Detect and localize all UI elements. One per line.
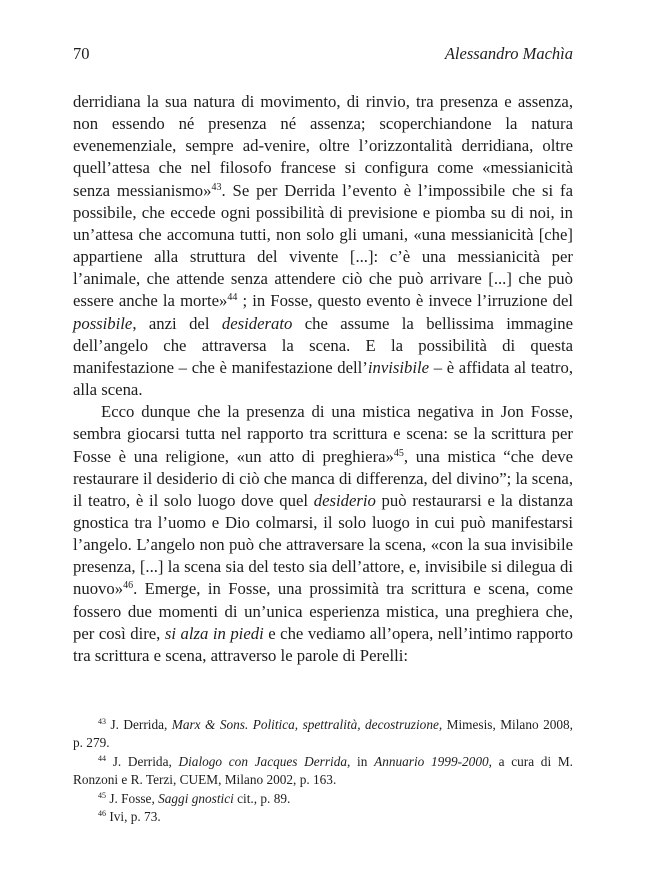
italic-text: invisibile xyxy=(367,357,430,377)
footnote-ref-45[interactable]: 45 xyxy=(393,447,404,459)
footnote-43 xyxy=(73,716,573,753)
footnote-text: Mimesis, Milano 2008, p. 279. xyxy=(73,717,574,751)
footnote-text: J. Derrida, xyxy=(106,717,172,732)
text-run: Ecco dunque che la presenza di una mistica negativa in Jon Fosse, sembra giocarsi tutta nel rapporto tra scrittura e scena: se la scrittura per Fosse è una religione, «un atto di preghiera» xyxy=(73,402,573,466)
footnotes xyxy=(73,716,573,826)
footnote-ref-43[interactable]: 43 xyxy=(211,181,222,193)
footnote-title: Marx & Sons. Politica, spettralità, decostruzione, xyxy=(171,717,443,732)
footnote-text: , in xyxy=(347,753,375,769)
footnote-number: 43 xyxy=(98,717,106,726)
footnote-text: J. Derrida, xyxy=(106,753,179,769)
footnote-title: Dialogo con Jacques Derrida xyxy=(178,753,348,769)
footnote-44 xyxy=(73,753,573,790)
footnote-number: 46 xyxy=(98,809,106,819)
italic-text: si alza in piedi xyxy=(164,623,264,643)
text-run: , una mistica “che deve restaurare il desiderio di ciò che manca di differenza, del divino”; la scena, il teatro, è il solo luogo dove quel xyxy=(73,446,573,510)
footnote-ref-46[interactable]: 46 xyxy=(123,580,134,592)
text-run: che assume la bellissima immagine dell’angelo che attraversa la scena. E la possibilità di questa manifestazione – che è manifestazione dell’ xyxy=(73,313,574,377)
main-text xyxy=(73,91,573,667)
footnote-text: J. Fosse, xyxy=(106,790,159,806)
paragraph-2 xyxy=(73,401,573,667)
text-run: – è affidata al teatro, alla scena. xyxy=(73,357,573,400)
paragraph-1 xyxy=(73,91,573,401)
footnote-46 xyxy=(73,808,573,826)
running-head: Alessandro Machìa xyxy=(444,44,573,63)
footnote-45 xyxy=(73,790,573,808)
text-run: . Se per Derrida l’evento è l’impossibile che si fa possibile, che eccede ogni possibilità di previsione e piomba su di noi, in un’attesa che accomuna tutti, non solo gli umani, «una messianicità [che] appartiene alla struttura del vivente [...]: c’è una messianicità per l’animale, che attende senza attendere ciò che può arrivare [...] che può essere anche la morte» xyxy=(73,180,573,311)
text-run: e che vediamo all’opera, nell’intimo rapporto tra scrittura e scena, attraverso le parole di Perelli: xyxy=(73,623,574,665)
footnote-title: Saggi gnostici xyxy=(158,790,234,806)
page-header xyxy=(73,44,573,68)
footnote-text: Ivi, p. 73. xyxy=(106,809,161,825)
footnote-text: cit., p. 89. xyxy=(233,790,291,806)
text-run: . Emerge, in Fosse, una prossimità tra scrittura e scena, come fossero due momenti di un’unica esperienza mistica, una preghiera che, per così dire, xyxy=(73,579,573,643)
italic-text: desiderio xyxy=(313,490,376,510)
text-run: può restaurarsi e la distanza gnostica tra l’uomo e Dio colmarsi, il solo luogo in cui può manifestarsi l’angelo. L’angelo non può che attraversare la scena, «con la sua invisibile presenza, [...] la scena sia del testo sia dell’attore, e, invisibile si dilegua di nuovo» xyxy=(73,490,574,599)
text-run: derridiana la sua natura di movimento, di rinvio, tra presenza e assenza, non essendo né presenza né assenza; scoperchiandone la natura evenemenziale, sempre ad-venire, oltre l’orizzontalità derridiana, oltre quell’attesa che nel filosofo francese si configura come «messianicità senza messianismo» xyxy=(73,92,573,200)
footnote-ref-44[interactable]: 44 xyxy=(227,292,238,304)
italic-text: desiderato xyxy=(221,313,293,333)
page-number: 70 xyxy=(73,44,90,63)
footnote-title: Annuario 1999-2000 xyxy=(374,753,489,769)
text-run: , anzi del xyxy=(132,313,222,333)
text-run: ; in Fosse, questo evento è invece l’irruzione del xyxy=(237,291,574,311)
footnote-number: 44 xyxy=(98,753,106,763)
footnote-number: 45 xyxy=(98,790,106,800)
footnote-text: , a cura di M. Ronzoni e R. Terzi, CUEM, Milano 2002, p. 163. xyxy=(73,753,573,788)
italic-text: possibile xyxy=(73,313,133,333)
